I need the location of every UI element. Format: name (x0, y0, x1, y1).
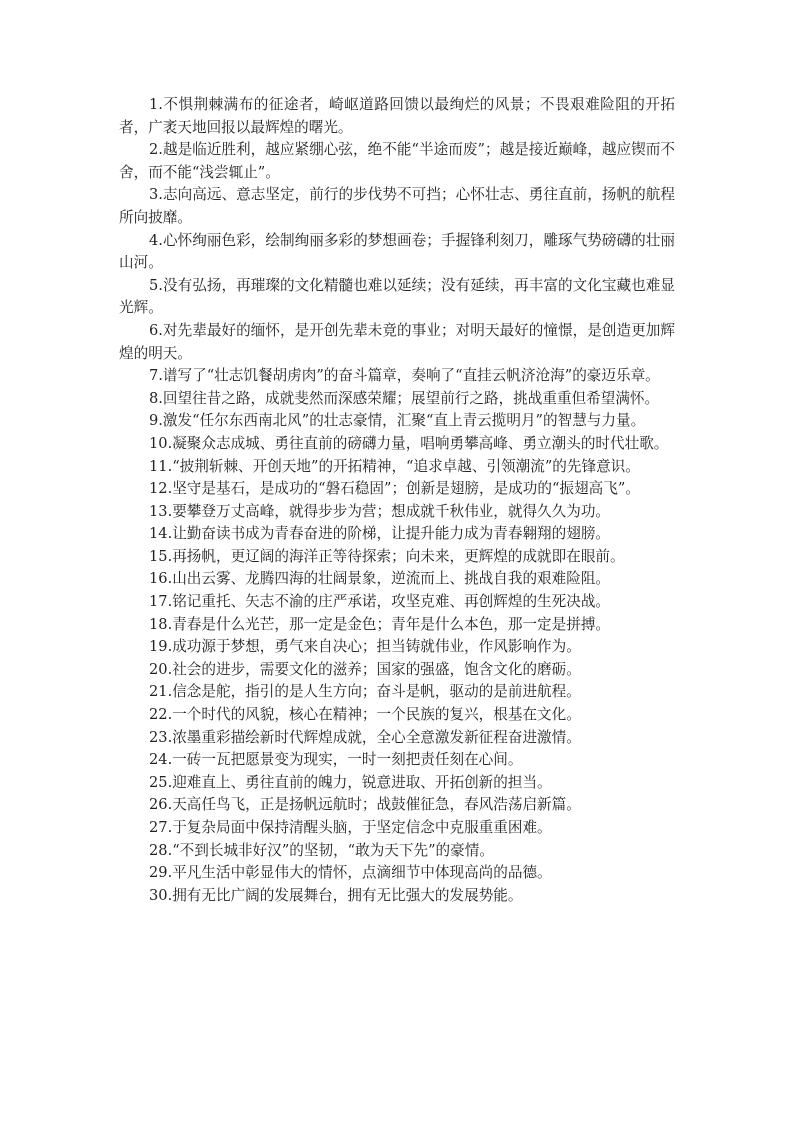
quote-item: 25.迎难直上、勇往直前的魄力，锐意进取、开拓创新的担当。 (149, 773, 552, 791)
quote-item: 16.山出云雾、龙腾四海的壮阔景象，逆流而上、挑战自我的艰难险阻。 (149, 570, 611, 588)
quote-item: 8.回望往昔之路，成就斐然而深感荣耀；展望前行之路，挑战重重但希望满怀。 (149, 389, 660, 407)
quote-item: 23.浓墨重彩描绘新时代辉煌成就，全心全意激发新征程奋进激情。 (149, 728, 581, 746)
quote-item: 11.“披荆斩棘、开创天地”的开拓精神，“追求卓越、引领潮流”的先锋意识。 (149, 457, 640, 475)
quote-item: 9.激发“任尔东西南北风”的壮志豪情，汇聚“直上青云揽明月”的智慧与力量。 (149, 412, 646, 430)
quote-item: 29.平凡生活中彰显伟大的情怀，点滴细节中体现高尚的品德。 (149, 864, 552, 882)
quote-item: 6.对先辈最好的缅怀，是开创先辈未竟的事业；对明天最好的憧憬，是创造更加辉煌的明天。 (119, 321, 675, 362)
quote-item: 20.社会的进步，需要文化的滋养；国家的强盛，饱含文化的磨砺。 (149, 660, 581, 678)
quote-item: 17.铭记重托、矢志不渝的庄严承诺，攻坚克难、再创辉煌的生死决战。 (149, 593, 611, 611)
quote-item: 2.越是临近胜利，越应紧绷心弦，绝不能“半途而废”；越是接近巅峰，越应锲而不舍，而不能“浅尝辄止”。 (119, 141, 675, 181)
quote-item: 5.没有弘扬，再璀璨的文化精髓也难以延续；没有延续，再丰富的文化宝藏也难显光辉。 (119, 276, 675, 317)
quote-item: 14.让勤奋读书成为青春奋进的阶梯，让提升能力成为青春翱翔的翅膀。 (149, 525, 611, 543)
quote-item: 13.要攀登万丈高峰，就得步步为营；想成就千秋伟业，就得久久为功。 (149, 502, 611, 520)
quote-item: 12.坚守是基石，是成功的“磐石稳固”；创新是翅膀，是成功的“振翅高飞”。 (149, 480, 640, 498)
quote-item: 1.不惧荆棘满布的征途者，崎岖道路回馈以最绚烂的风景；不畏艰难险阻的开拓者，广袤天地回报以最辉煌的曙光。 (119, 96, 675, 136)
quote-item: 4.心怀绚丽色彩，绘制绚丽多彩的梦想画卷；手握锋利刻刀，雕琢气势磅礴的壮丽山河。 (119, 231, 675, 272)
quote-item: 24.一砖一瓦把愿景变为现实，一时一刻把责任刻在心间。 (149, 751, 523, 769)
quote-item: 3.志向高远、意志坚定，前行的步伐势不可挡；心怀壮志、勇往直前，扬帆的航程所向披靡。 (119, 186, 675, 226)
quote-item: 28.“不到长城非好汉”的坚韧，“敢为天下先”的豪情。 (149, 841, 494, 859)
quote-item: 7.谱写了“壮志饥餐胡虏肉”的奋斗篇章，奏响了“直挂云帆济沧海”的豪迈乐章。 (149, 367, 660, 385)
quote-item: 22.一个时代的风貌，核心在精神；一个民族的复兴，根基在文化。 (149, 706, 581, 724)
quote-list (119, 94, 675, 907)
quote-item: 19.成功源于梦想，勇气来自决心；担当铸就伟业，作风影响作为。 (149, 638, 581, 656)
quote-item: 30.拥有无比广阔的发展舞台，拥有无比强大的发展势能。 (149, 886, 523, 904)
quote-item: 26.天高任鸟飞，正是扬帆远航时；战鼓催征急，春风浩荡启新篇。 (149, 796, 581, 814)
quote-item: 21.信念是舵，指引的是人生方向；奋斗是帆，驱动的是前进航程。 (149, 683, 581, 701)
quote-item: 18.青春是什么光芒，那一定是金色；青年是什么本色，那一定是拼搏。 (149, 615, 611, 633)
quote-item: 27.于复杂局面中保持清醒头脑，于坚定信念中克服重重困难。 (149, 819, 552, 836)
quote-item: 15.再扬帆，更辽阔的海洋正等待探索；向未来，更辉煌的成就即在眼前。 (149, 547, 625, 565)
quote-item: 10.凝聚众志成城、勇往直前的磅礴力量，唱响勇攀高峰、勇立潮头的时代壮歌。 (149, 434, 669, 452)
